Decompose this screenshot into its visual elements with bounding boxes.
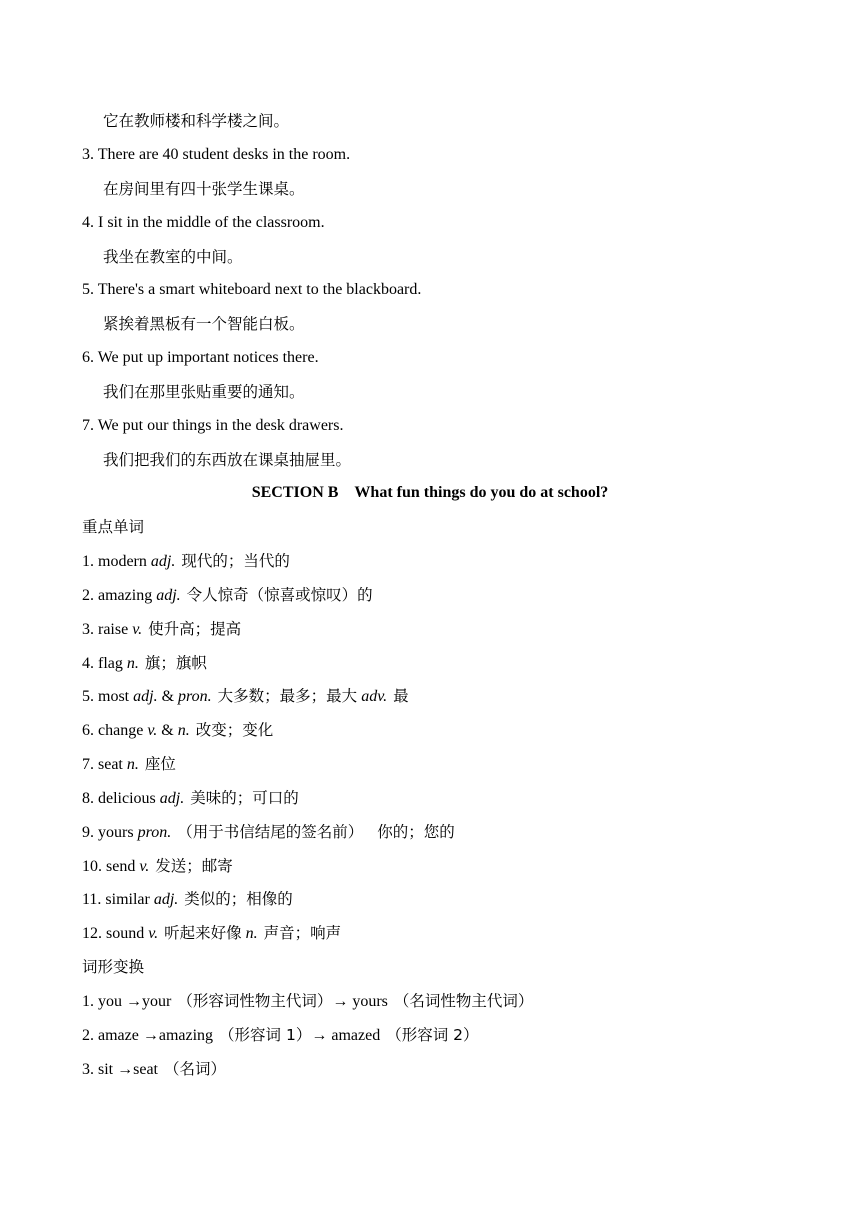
vocab-item: 7. seat n. 座位: [82, 755, 176, 773]
sentence-3: 3. There are 40 student desks in the room.: [82, 146, 351, 163]
vocab-item: 9. yours pron. （用于书信结尾的签名前） 你的；您的: [82, 823, 455, 841]
form-item: 2. amaze →amazing （形容词 1）→ amazed （形容词 2）: [82, 1026, 479, 1044]
vocab-item: 11. similar adj. 类似的；相像的: [82, 890, 293, 908]
sentence-7: 7. We put our things in the desk drawers.: [82, 417, 344, 434]
sentence-4: 4. I sit in the middle of the classroom.: [82, 214, 325, 231]
sentence-6: 6. We put up important notices there.: [82, 349, 319, 366]
vocab-item: 2. amazing adj. 令人惊奇（惊喜或惊叹）的: [82, 586, 373, 604]
sentence-4-translation: 我坐在教室的中间。: [103, 248, 243, 266]
vocab-item: 8. delicious adj. 美味的；可口的: [82, 789, 299, 807]
section-b-label: SECTION B: [251, 484, 339, 501]
sentence-7-translation: 我们把我们的东西放在课桌抽屉里。: [103, 451, 352, 469]
vocab-item: 12. sound v. 听起来好像 n. 声音；响声: [82, 924, 342, 942]
form-item: 1. you →your （形容词性物主代词）→ yours （名词性物主代词）: [82, 992, 534, 1010]
vocab-item: 1. modern adj. 现代的；当代的: [82, 552, 290, 570]
sentence-5: 5. There's a smart whiteboard next to the blackboard.: [82, 281, 422, 298]
vocab-item: 5. most adj. & pron. 大多数；最多；最大 adv. 最: [82, 687, 409, 705]
sentence-3-translation: 在房间里有四十张学生课桌。: [103, 180, 305, 198]
vocab-item: 6. change v. & n. 改变；变化: [82, 721, 274, 739]
form-item: 3. sit →seat （名词）: [82, 1060, 227, 1078]
vocab-item: 4. flag n. 旗；旗帜: [82, 654, 207, 672]
forms-heading: 词形变换: [82, 958, 145, 976]
section-b-title: What fun things do you do at school?: [354, 484, 609, 501]
vocab-item: 3. raise v. 使升高；提高: [82, 620, 242, 638]
section-b-heading: [0, 476, 860, 510]
sentence-5-translation: 紧挨着黑板有一个智能白板。: [103, 315, 305, 333]
sentence-6-translation: 我们在那里张贴重要的通知。: [103, 383, 305, 401]
vocab-heading: 重点单词: [82, 518, 145, 536]
sentence-2-translation: 它在教师楼和科学楼之间。: [103, 112, 290, 130]
vocab-item: 10. send v. 发送；邮寄: [82, 857, 233, 875]
